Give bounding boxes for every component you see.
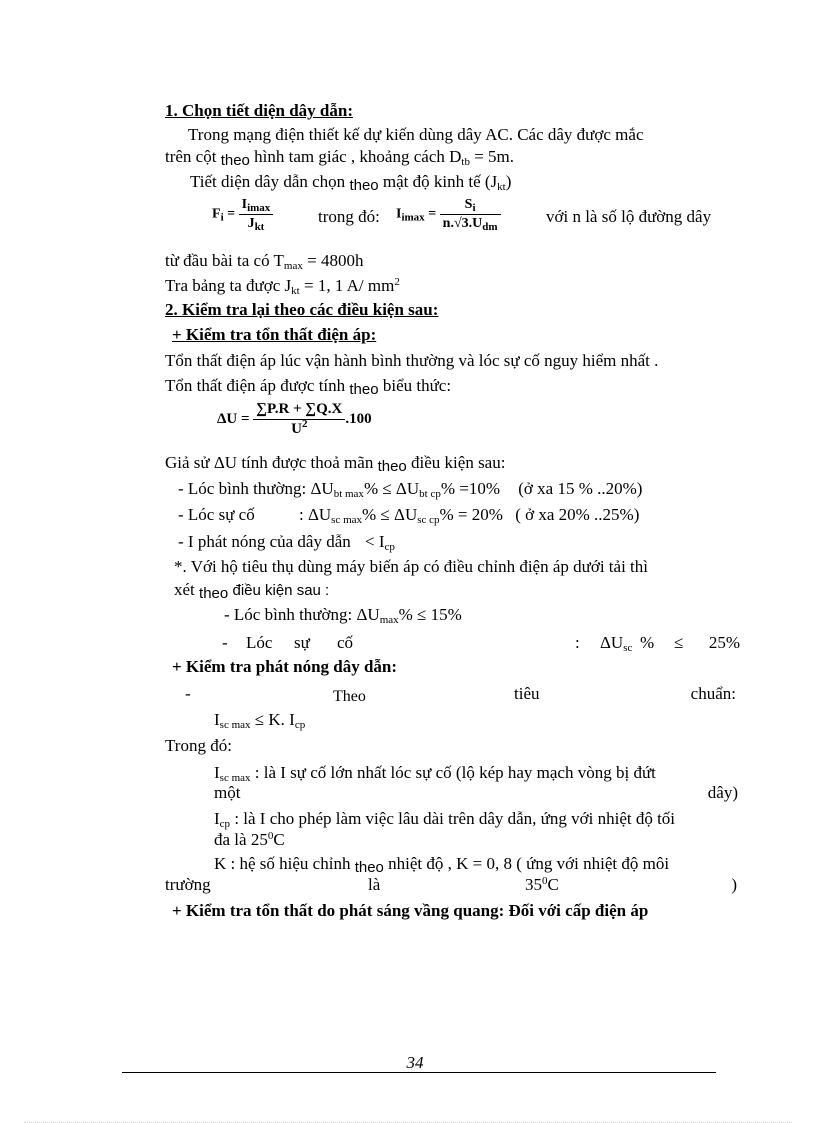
definition-icp-cont: đa là $25^0C$ (214, 830, 285, 849)
condition-normal: - Lóc bình thường: $\Delta U_{bt max}\% \le \Delta U_{bt cp}\% =10\%$ (ở xa 15 % ..20%) (178, 479, 643, 500)
formula-delta-u: ΔU = $\frac{\sum P.R + \sum Q.X}{U^2}$ .100 (217, 401, 372, 437)
subheading-corona: + Kiểm tra tổn thất do phát sáng vầng quang: Đối với cấp điện áp (172, 901, 649, 920)
paragraph-line: Trong mạng điện thiết kế dự kiến dùng dây AC. Các dây được mắc (188, 125, 644, 144)
formula-fi: $F_i$ = $\frac{I_{imax}}{J_{kt}}$ (212, 197, 273, 232)
paragraph-line: trên cột theo hình tam giác , khoảng cách $D_{tb} = 5m$. (165, 147, 515, 169)
paragraph-line: Trong đó: (165, 736, 232, 755)
paragraph-line: Tổn thất điện áp lúc vận hành bình thường và lóc sự cố nguy hiểm nhất . (165, 351, 659, 370)
footer-divider (122, 1072, 716, 1073)
definition-k: K : hệ số hiệu chỉnh theo nhiệt độ , K = 0, 8 ( ứng với nhiệt độ môi (214, 854, 670, 876)
paragraph-line: Tiết diện dây dẫn chọn theo mật độ kinh tế $(J_{kt})$ (190, 172, 512, 194)
condition-fault: - Lóc sự cố : $\Delta U_{sc max}\% \le \Delta U_{sc cp}\% = 20\%$ ( ở xa 20% ..25%) (178, 505, 640, 526)
definition-isc: $I_{sc max}$ : là I sự cố lớn nhất lóc sự cố (lộ kép hay mạch vòng bị đứt (214, 763, 656, 784)
formula-imax: $I_{imax}$ = $\frac{S_i}{n.√3.U_{dm}}$ (396, 197, 501, 232)
paragraph-line: Tổn thất điện áp được tính theo biểu thức: (165, 376, 452, 398)
condition-heating: - I phát nóng của dây dẫn < $I_{cp}$ (178, 532, 395, 553)
subheading-voltage-loss: + Kiểm tra tổn thất điện áp: (172, 325, 377, 344)
paragraph-line: từ đầu bài ta có $T_{max} = 4800h$ (165, 251, 364, 272)
section-2-heading: 2. Kiểm tra lại theo các điều kiện sau: (165, 300, 439, 319)
paragraph-line: với n là số lộ đường dây (546, 207, 712, 226)
page-number: 34 (406, 1053, 424, 1072)
paragraph-line: *. Với hộ tiêu thụ dùng máy biến áp có điều chỉnh điện áp dưới tải thì (174, 557, 648, 576)
definition-icp: $I_{cp}$ : là I cho phép làm việc lâu dài trên dây dẫn, ứng với nhiệt độ tối (214, 809, 676, 830)
condition-normal-transformer: - Lóc bình thường: $\Delta U_{max}\% \le 15\%$ (224, 605, 462, 626)
document-page: 1. Chọn tiết diện dây dẫn: Trong mạng điện thiết kế dự kiến dùng dây AC. Các dây được mắc trên cột theo hình tam giác , khoảng cách $D_{tb} = 5m$. Tiết diện dây dẫn chọn theo mật độ kinh tế $(J_{kt})$ $F_i$ = $\frac{I_{imax}}{J_{kt}}$ trong đó: $I_{imax}$ = $\frac{S_i}{n.√3.U_{dm}}$ với n là số lộ đường dây từ đầu bài ta có $T_{max} = 4800h$ Tra bảng ta được $J_{kt} = 1$, 1 A/ $mm^2$ 2. Kiểm tra lại theo các điều kiện sau: + Kiểm tra tổn thất điện áp: Tổn thất điện áp lúc vận hành bình thường và lóc sự cố nguy hiểm nhất . Tổn thất điện áp được tính theo biểu thức: ΔU = $\frac{\sum P.R + \sum Q.X}{U^2}$ .100 Giả sử ΔU tính được thoả mãn theo điều kiện sau: - Lóc bình thường: $\Delta U_{bt max}\% \le \Delta U_{bt cp}\% =10\%$ (ở xa 15 % ..20%) - Lóc sự cố : $\Delta U_{sc max}\% \le \Delta U_{sc cp}\% = 20\%$ ( ở xa 20% ..25%) - I phát nóng của dây dẫn < $I_{cp}$ *. Với hộ tiêu thụ dùng máy biến áp có điều chỉnh điện áp dưới tải thì xét theo điều kiện sau : - Lóc bình thường: $\Delta U_{max}\% \le 15\%$ - Lóc sự cố : $\Delta U_{sc}$ % ≤ 25% + Kiểm tra phát nóng dây dẫn: - Theo tiêu chuẩn: $I_{sc max} \le K$. $I_{cp}$ Trong đó: $I_{sc max}$ : là I sự cố lớn nhất lóc sự cố (lộ kép hay mạch vòng bị đứt một dây) $I_{cp}$ : là I cho phép làm việc lâu dài trên dây dẫn, ứng với nhiệt độ tối đa là $25^0C$ K : hệ số hiệu chỉnh theo nhiệt độ , K = 0, 8 ( ứng với nhiệt độ môi trường là $35^0C$ ) + Kiểm tra tổn thất do phát sáng vầng quang: Đối với cấp điện áp 34 (0, 0, 816, 1123)
paragraph-line: Giả sử ΔU tính được thoả mãn theo điều kiện sau: (165, 453, 506, 475)
paragraph-line: xét theo điều kiện sau : (174, 580, 330, 602)
paragraph-line: Tra bảng ta được $J_{kt} = 1$, 1 A/ $mm^2$ (165, 276, 400, 297)
formula-isc: $I_{sc max} \le K$. $I_{cp}$ (214, 710, 306, 731)
trong-do-label: trong đó: (318, 207, 380, 226)
section-1-heading: 1. Chọn tiết diện dây dẫn: (165, 101, 353, 120)
subheading-heating: + Kiểm tra phát nóng dây dẫn: (172, 657, 398, 676)
